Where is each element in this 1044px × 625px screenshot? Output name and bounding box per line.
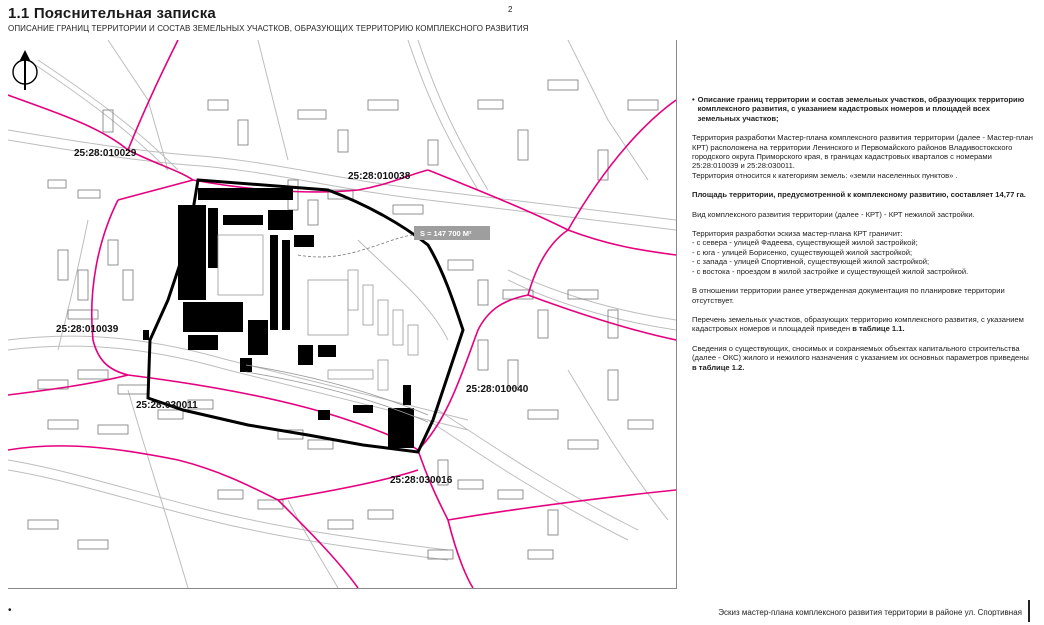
page-number: 2: [508, 5, 513, 14]
footer-bar: [1028, 600, 1030, 622]
site-map: [8, 40, 677, 589]
map-svg: [8, 40, 676, 588]
area-label-text: S = 147 700 М²: [420, 229, 472, 238]
borders-list: [692, 229, 1034, 276]
paragraph-krt-type: Вид комплексного развития территории (далее - КРТ) - КРТ нежилой застройки.: [692, 209, 975, 219]
footer-caption: Эскиз мастер-плана комплексного развития территории в районе ул. Спортивная: [718, 608, 1022, 617]
paragraph-table-1-2: [692, 344, 1034, 372]
cadastral-label-030016: 25:28:030016: [390, 475, 453, 486]
border-east: - с востока - проездом в жилой застройке и существующей жилой застройкой.: [692, 266, 969, 276]
paragraph-location: [692, 133, 1034, 180]
borders-intro: Территория разработки эскиза мастер-плана КРТ граничит:: [692, 229, 903, 239]
paragraph-planning-docs: В отношении территории ранее утвержденная документация по планировке территории отсутствует.: [692, 286, 1005, 305]
cadastral-label-010029: 25:28:010029: [74, 148, 137, 159]
cadastral-label-010038: 25:28:010038: [348, 171, 411, 182]
section-heading: [692, 95, 1034, 123]
border-west: - с запада - улицей Спортивной, существующей жилой застройкой;: [692, 257, 930, 267]
area-label-box: [414, 226, 490, 240]
page-title: 1.1 Пояснительная записка: [8, 5, 216, 22]
table-1-2-reference: в таблице 1.2.: [692, 362, 745, 372]
paragraph-table-1-1-text: Перечень земельных участков, образующих территорию комплексного развития, с указанием кадастровых номеров и площадей приведен: [692, 314, 1024, 334]
footer-dot: •: [8, 605, 12, 616]
paragraph-table-1-2-text: Сведения о существующих, сносимых и сохраняемых объектах капитального строительства (далее - ОКС) жилого и нежилого назначения с указанием их основных параметров приведены: [692, 343, 1029, 363]
paragraph-area: Площадь территории, предусмотренной к комплексному развитию, составляет 14,77 га.: [692, 190, 1026, 200]
bullet-icon: •: [692, 95, 695, 104]
table-1-1-reference: в таблице 1.1.: [852, 324, 905, 334]
cadastral-label-010039: 25:28:010039: [56, 324, 119, 335]
paragraph-land-category: Территория относится к категориям земель: «земли населенных пунктов» .: [692, 170, 958, 180]
explanatory-text: [692, 95, 1034, 382]
paragraph-location-text: Территория разработки Мастер-плана комплексного развития территории (далее - Мастер-план КРТ) расположена на территории Ленинского и Первомайского районов Владивостокского городского округа Приморского края, в границах кадастровых кварталов с номерами 25:28:010039 и 25:28:030011.: [692, 133, 1033, 171]
cadastral-label-030011: 25:28:030011: [136, 400, 198, 411]
paragraph-table-1-1: [692, 315, 1034, 334]
section-heading-text: Описание границ территории и состав земельных участков, образующих территорию комплексного развития, с указанием кадастровых номеров и площадей всех земельных участков;: [697, 95, 1025, 123]
cadastral-label-010040: 25:28:010040: [466, 384, 529, 395]
page-subtitle: ОПИСАНИЕ ГРАНИЦ ТЕРРИТОРИИ И СОСТАВ ЗЕМЕЛЬНЫХ УЧАСТКОВ, ОБРАЗУЮЩИХ ТЕРРИТОРИЮ КОМПЛЕКСНОГО РАЗВИТИЯ: [8, 24, 529, 33]
border-north: - с севера - улицей Фадеева, существующей жилой застройкой;: [692, 238, 918, 248]
border-south: - с юга - улицей Борисенко, существующей жилой застройкой;: [692, 247, 913, 257]
